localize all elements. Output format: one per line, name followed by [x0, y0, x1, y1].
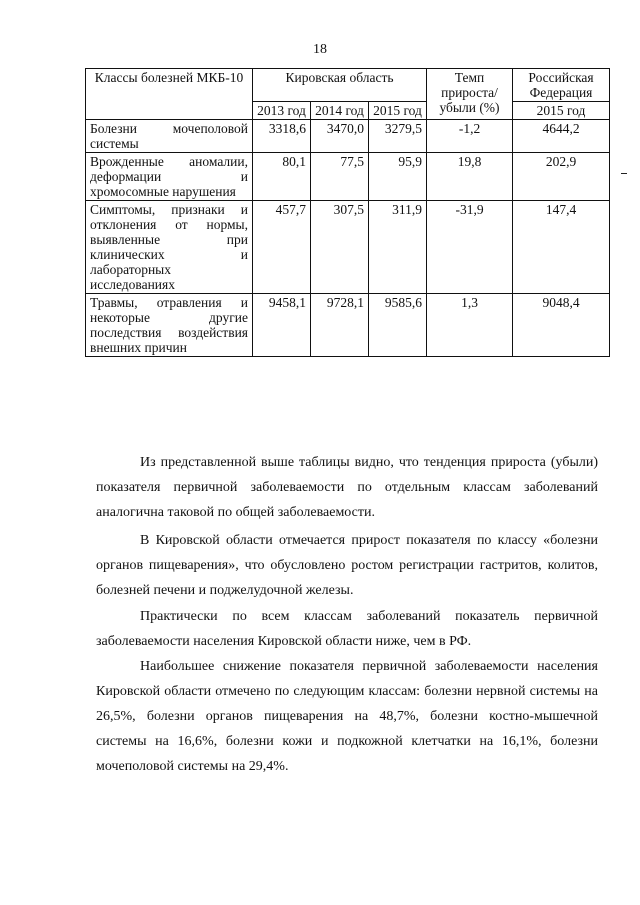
paragraph-3: Практически по всем классам заболеваний показатель первичной заболеваемости населения Кировской области ниже, чем в РФ.	[96, 609, 598, 649]
header-year-2013: 2013 год	[253, 102, 311, 120]
cell-2013: 9458,1	[253, 294, 311, 357]
cell-rate: -1,2	[427, 120, 513, 153]
cell-rf: 4644,2	[513, 120, 610, 153]
table-row	[86, 153, 610, 201]
header-year-2015: 2015 год	[369, 102, 427, 120]
row-label: Симптомы, признаки и отклонения от нормы, выявленные при клинических и лабораторных исследованиях	[86, 201, 253, 294]
margin-mark	[621, 173, 627, 174]
cell-2013: 457,7	[253, 201, 311, 294]
cell-2013: 80,1	[253, 153, 311, 201]
cell-2013: 3318,6	[253, 120, 311, 153]
cell-rate: 19,8	[427, 153, 513, 201]
morbidity-table	[85, 68, 610, 357]
table-row	[86, 294, 610, 357]
cell-rate: -31,9	[427, 201, 513, 294]
paragraph-2: В Кировской области отмечается прирост показателя по классу «болезни органов пищеварения», что обусловлено ростом регистрации гастритов, колитов, болезней печени и поджелудочной железы.	[96, 533, 598, 598]
row-label: Травмы, отравления и некоторые другие последствия воздействия внешних причин	[86, 294, 253, 357]
cell-2014: 3470,0	[311, 120, 369, 153]
cell-2014: 307,5	[311, 201, 369, 294]
row-label: Болезни мочеполовой системы	[86, 120, 253, 153]
table-row	[86, 120, 610, 153]
table-header-row	[86, 69, 610, 102]
row-label: Врожденные аномалии, деформации и хромосомные нарушения	[86, 153, 253, 201]
cell-2015: 3279,5	[369, 120, 427, 153]
cell-2015: 95,9	[369, 153, 427, 201]
cell-2014: 77,5	[311, 153, 369, 201]
cell-rf: 202,9	[513, 153, 610, 201]
cell-2015: 9585,6	[369, 294, 427, 357]
cell-2015: 311,9	[369, 201, 427, 294]
paragraph-1: Из представленной выше таблицы видно, что тенденция прироста (убыли) показателя первичной заболеваемости по отдельным классам заболеваний аналогична таковой по общей заболеваемости.	[96, 455, 598, 520]
header-russia: Российская Федерация	[513, 69, 610, 102]
paragraph-4: Наибольшее снижение показателя первичной заболеваемости населения Кировской области отмечено по следующим классам: болезни нервной системы на 26,5%, болезни органов пищеварения на 48,7%, болезни костно-мышечной системы на 16,6%, болезни кожи и подкожной клетчатки на 16,1%, болезни мочеполовой системы на 29,4%.	[96, 659, 598, 774]
page-number: 18	[313, 42, 327, 57]
cell-rate: 1,3	[427, 294, 513, 357]
header-russia-year: 2015 год	[513, 102, 610, 120]
header-rate: Темп прироста/ убыли (%)	[427, 69, 513, 120]
cell-rf: 147,4	[513, 201, 610, 294]
table-row	[86, 201, 610, 294]
cell-rf: 9048,4	[513, 294, 610, 357]
header-region: Кировская область	[253, 69, 427, 102]
header-year-2014: 2014 год	[311, 102, 369, 120]
cell-2014: 9728,1	[311, 294, 369, 357]
header-classes: Классы болезней МКБ-10	[86, 69, 253, 120]
